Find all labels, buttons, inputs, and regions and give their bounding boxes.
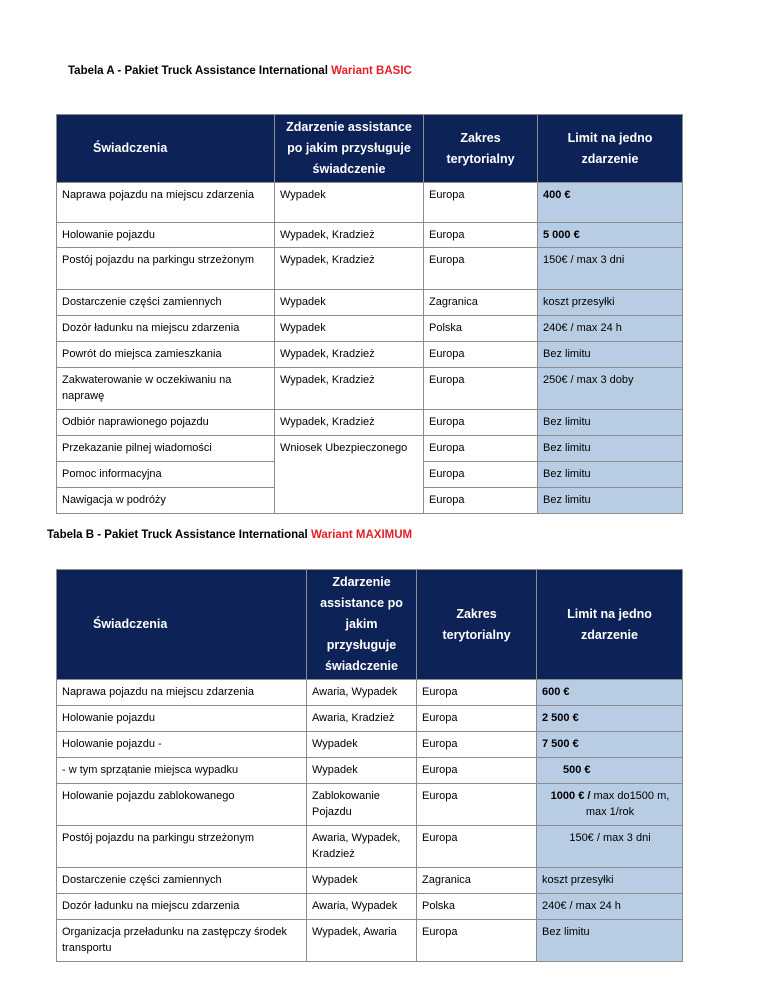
table-b — [56, 569, 683, 962]
cell-territory: Europa — [424, 462, 538, 488]
table-row — [57, 868, 683, 894]
cell-event: Wypadek — [307, 732, 417, 758]
cell-territory: Europa — [417, 826, 537, 868]
table-row — [57, 316, 683, 342]
table-a-header-limit: Limit na jedno zdarzenie — [538, 115, 683, 183]
cell-limit: 600 € — [537, 680, 683, 706]
table-a-header-services: Świadczenia — [57, 115, 275, 183]
cell-territory: Polska — [417, 894, 537, 920]
cell-territory: Polska — [424, 316, 538, 342]
table-row — [57, 290, 683, 316]
table-row — [57, 680, 683, 706]
table-row — [57, 368, 683, 410]
cell-service: - w tym sprzątanie miejsca wypadku — [57, 758, 307, 784]
cell-service: Dostarczenie części zamiennych — [57, 290, 275, 316]
table-row — [57, 410, 683, 436]
cell-event: Awaria, Wypadek — [307, 894, 417, 920]
cell-territory: Europa — [424, 436, 538, 462]
table-row — [57, 183, 683, 223]
table-row — [57, 223, 683, 248]
cell-limit: 240€ / max 24 h — [537, 894, 683, 920]
cell-territory: Europa — [424, 488, 538, 514]
cell-event: Awaria, Wypadek, Kradzież — [307, 826, 417, 868]
cell-limit: Bez limitu — [538, 488, 683, 514]
cell-limit-amount: 1000 € / — [550, 790, 591, 802]
cell-service: Przekazanie pilnej wiadomości — [57, 436, 275, 462]
table-a-header-territory: Zakres terytorialny — [424, 115, 538, 183]
table-b-title — [47, 529, 412, 541]
table-b-header-territory: Zakres terytorialny — [417, 570, 537, 680]
table-a-header-event: Zdarzenie assistance po jakim przysługuje świadczenie — [275, 115, 424, 183]
cell-service: Odbiór naprawionego pojazdu — [57, 410, 275, 436]
cell-limit: 500 € — [537, 758, 683, 784]
cell-service: Holowanie pojazdu - — [57, 732, 307, 758]
table-b-title-variant: Wariant MAXIMUM — [310, 529, 413, 541]
cell-territory: Europa — [424, 223, 538, 248]
cell-territory: Europa — [424, 410, 538, 436]
table-b-header-event: Zdarzenie assistance po jakim przysługuje świadczenie — [307, 570, 417, 680]
cell-territory: Europa — [424, 183, 538, 223]
cell-limit: 1000 € / max do1500 m, max 1/rok — [537, 784, 683, 826]
table-row — [57, 732, 683, 758]
table-row — [57, 784, 683, 826]
cell-service: Powrót do miejsca zamieszkania — [57, 342, 275, 368]
cell-event: Wypadek — [275, 183, 424, 223]
cell-event: Wypadek, Kradzież — [275, 368, 424, 410]
table-b-header-limit: Limit na jedno zdarzenie — [537, 570, 683, 680]
cell-territory: Europa — [424, 342, 538, 368]
cell-service: Holowanie pojazdu zablokowanego — [57, 784, 307, 826]
cell-event: Wypadek — [275, 290, 424, 316]
cell-event: Wniosek Ubezpieczonego — [275, 436, 424, 514]
cell-limit: koszt przesyłki — [538, 290, 683, 316]
table-row — [57, 706, 683, 732]
cell-limit: Bez limitu — [538, 342, 683, 368]
cell-limit: 250€ / max 3 doby — [538, 368, 683, 410]
cell-territory: Europa — [424, 248, 538, 290]
cell-service: Organizacja przeładunku na zastępczy środek transportu — [57, 920, 307, 962]
cell-event: Wypadek, Kradzież — [275, 223, 424, 248]
table-row — [57, 248, 683, 290]
table-b-title-prefix: Tabela B - Pakiet Truck Assistance International — [47, 529, 311, 541]
cell-territory: Europa — [417, 732, 537, 758]
table-row — [57, 436, 683, 462]
table-row — [57, 342, 683, 368]
cell-limit: Bez limitu — [538, 436, 683, 462]
cell-limit: 2 500 € — [537, 706, 683, 732]
cell-territory: Europa — [417, 784, 537, 826]
cell-limit: 5 000 € — [538, 223, 683, 248]
cell-territory: Zagranica — [417, 868, 537, 894]
table-b-header-services: Świadczenia — [57, 570, 307, 680]
table-row — [57, 920, 683, 962]
cell-limit: 150€ / max 3 dni — [538, 248, 683, 290]
cell-event: Wypadek — [307, 868, 417, 894]
cell-event: Awaria, Kradzież — [307, 706, 417, 732]
cell-limit: Bez limitu — [538, 410, 683, 436]
cell-limit: koszt przesyłki — [537, 868, 683, 894]
table-row — [57, 758, 683, 784]
cell-service: Postój pojazdu na parkingu strzeżonym — [57, 248, 275, 290]
cell-event: Wypadek, Awaria — [307, 920, 417, 962]
cell-event: Wypadek, Kradzież — [275, 410, 424, 436]
cell-service: Naprawa pojazdu na miejscu zdarzenia — [57, 680, 307, 706]
cell-territory: Zagranica — [424, 290, 538, 316]
cell-service: Zakwaterowanie w oczekiwaniu na naprawę — [57, 368, 275, 410]
cell-event: Awaria, Wypadek — [307, 680, 417, 706]
cell-limit: Bez limitu — [537, 920, 683, 962]
cell-service: Nawigacja w podróży — [57, 488, 275, 514]
cell-service: Naprawa pojazdu na miejscu zdarzenia — [57, 183, 275, 223]
cell-territory: Europa — [417, 758, 537, 784]
cell-territory: Europa — [417, 680, 537, 706]
cell-limit: 7 500 € — [537, 732, 683, 758]
cell-service: Dostarczenie części zamiennych — [57, 868, 307, 894]
cell-service: Pomoc informacyjna — [57, 462, 275, 488]
cell-limit: Bez limitu — [538, 462, 683, 488]
cell-service: Postój pojazdu na parkingu strzeżonym — [57, 826, 307, 868]
cell-event: Wypadek, Kradzież — [275, 248, 424, 290]
table-a — [56, 114, 683, 514]
cell-event: Wypadek — [275, 316, 424, 342]
cell-limit: 240€ / max 24 h — [538, 316, 683, 342]
cell-service: Holowanie pojazdu — [57, 223, 275, 248]
cell-event: Wypadek, Kradzież — [275, 342, 424, 368]
cell-event: Zablokowanie Pojazdu — [307, 784, 417, 826]
table-a-title — [68, 65, 412, 77]
cell-territory: Europa — [417, 706, 537, 732]
cell-territory: Europa — [417, 920, 537, 962]
table-a-title-prefix: Tabela A - Pakiet Truck Assistance International — [68, 65, 332, 77]
cell-service: Dozór ładunku na miejscu zdarzenia — [57, 894, 307, 920]
cell-event: Wypadek — [307, 758, 417, 784]
cell-service: Holowanie pojazdu — [57, 706, 307, 732]
table-row — [57, 894, 683, 920]
cell-limit: 400 € — [538, 183, 683, 223]
cell-service: Dozór ładunku na miejscu zdarzenia — [57, 316, 275, 342]
cell-limit: 150€ / max 3 dni — [537, 826, 683, 868]
table-row — [57, 826, 683, 868]
cell-territory: Europa — [424, 368, 538, 410]
table-a-title-variant: Wariant BASIC — [331, 65, 412, 77]
